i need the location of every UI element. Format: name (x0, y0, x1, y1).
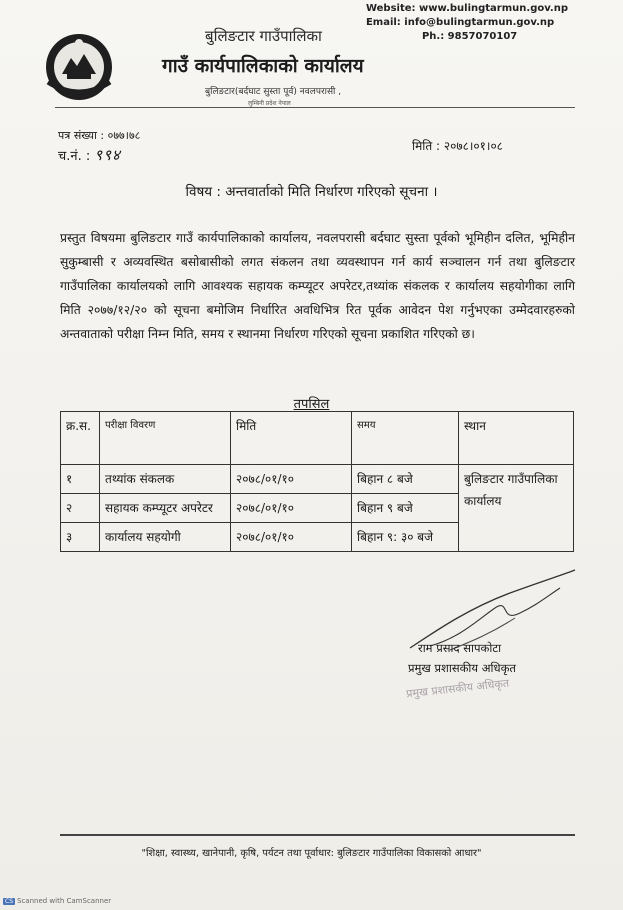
office-title: गाउँ कार्यपालिकाको कार्यालय (162, 55, 364, 77)
header-item: परीक्षा विवरण (100, 412, 231, 465)
header-time: समय (352, 412, 459, 465)
cell-time: बिहान ९: ३० बजे (352, 523, 459, 552)
cell-date: २०७८/०१/१० (231, 523, 352, 552)
dispatch-number (58, 145, 121, 165)
schedule-heading: तपसिल (293, 397, 330, 412)
scanner-watermark (3, 897, 111, 905)
official-stamp: प्रमुख प्रशासकीय अधिकृत (405, 676, 510, 701)
dispatch-number-value: ९९४ (94, 146, 121, 164)
cell-date: २०७८/०१/१० (231, 465, 352, 494)
cell-item: कार्यालय सहयोगी (100, 523, 231, 552)
email-text: Email: info@bulingtarmun.gov.np (365, 17, 555, 28)
body-paragraph: प्रस्तुत विषयमा बुलिङटार गाउँ कार्यपालिकाको कार्यालय, नवलपरासी बर्दघाट सुस्ता पूर्वको भूमिहीन दलित, भूमिहीन सुकुम्बासी र अव्यवस्थित बसोबासीको लगत संकलन तथा व्यवस्थापन गर्न कार्य सञ्चालन गर्न तथा बुलिङटार गाउँपालिका कार्यालयको लागि आवश्यक सहायक कम्प्यूटर अपरेटर,तथ्यांक संकलक र कार्यालय सहयोगीका लागि मिति २०७७/१२/२० को सूचना बमोजिम निर्धारित अवधिभित्र रित पूर्वक आवेदन पेश गर्नुभएका उम्मेदवारहरुको अन्तवाताको परीक्षा निम्न मिति, समय र स्थानमा निर्धारण गरिएको सूचना प्रकाशित गरिएको छ। (60, 231, 575, 341)
cell-date: २०७८/०१/१० (231, 494, 352, 523)
website-text: Website: www.bulingtarmun.gov.np (365, 3, 568, 14)
cell-place: बुलिङटार गाउँपालिका कार्यालय (459, 465, 574, 552)
municipality-emblem-icon (40, 30, 118, 104)
subject-line: विषय : अन्तवार्ताको मिति निर्धारण गरिएको सूचना । (185, 184, 438, 200)
phone-text: Ph.: 9857070107 (421, 31, 518, 42)
interview-schedule-table (60, 411, 574, 552)
org-name: बुलिङटार गाउँपालिका (205, 27, 322, 45)
header-date: मिति (231, 412, 352, 465)
footer-divider (60, 834, 575, 836)
cell-item: तथ्यांक संकलक (100, 465, 231, 494)
header-place: स्थान (459, 412, 574, 465)
scanner-text: Scanned with CamScanner (17, 897, 112, 905)
cell-sn: १ (61, 465, 100, 494)
cell-time: बिहान ९ बजे (352, 494, 459, 523)
contact-block (366, 2, 568, 44)
cell-sn: ३ (61, 523, 100, 552)
signatory-name: राम प्रसाद सापकोटा (418, 641, 502, 655)
letter-date: मिति : २०७८।०१।०८ (412, 139, 503, 153)
office-address: बुलिङटार(बर्दघाट सुस्ता पूर्व) नवलपरासी , (205, 87, 342, 97)
camscanner-icon: CS (5, 898, 13, 905)
header-divider (55, 107, 575, 108)
table-header-row (61, 412, 574, 465)
footer-slogan: "शिक्षा, स्वास्थ्य, खानेपानी, कृषि, पर्यटन तथा पूर्वाधार: बुलिङटार गाउँपालिका विकासको आधार" (141, 848, 482, 859)
cell-time: बिहान ८ बजे (352, 465, 459, 494)
province-text: लुम्बिनी प्रदेश नेपाल (248, 100, 291, 107)
signatory-title: प्रमुख प्रशासकीय अधिकृत (408, 661, 516, 675)
header-sn: क्र.स. (61, 412, 100, 465)
dispatch-label: च.नं. : (58, 149, 91, 164)
cell-sn: २ (61, 494, 100, 523)
letter-number: पत्र संख्या : ०७७।७८ (58, 129, 141, 142)
table-row (61, 465, 574, 494)
cell-item: सहायक कम्प्यूटर अपरेटर (100, 494, 231, 523)
